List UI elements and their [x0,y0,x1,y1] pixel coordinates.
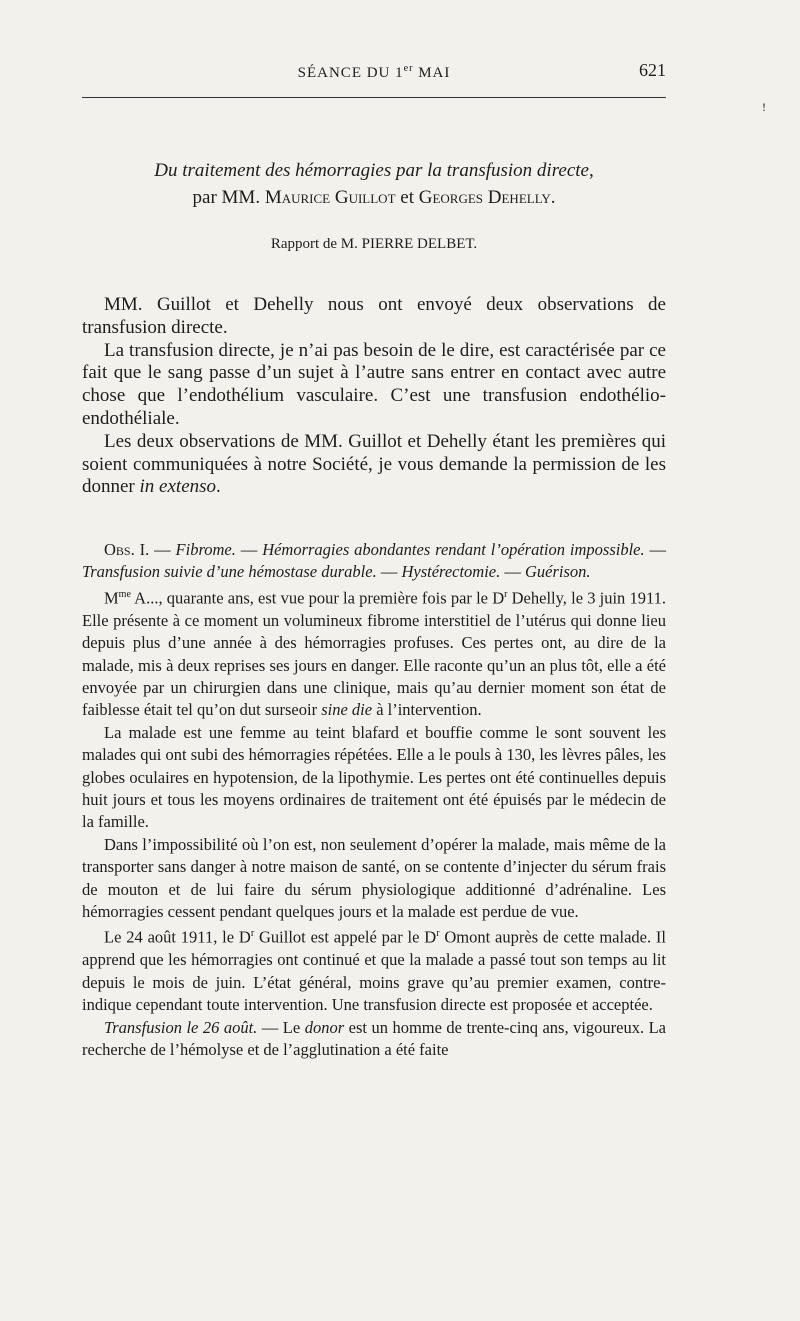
running-title-sup: er [403,63,414,74]
observation-heading [82,539,666,584]
obs-heading-part: Hémorragies abondantes rendant l’opération impossible. [262,540,645,559]
obs-italic: Transfusion le 26 août. [104,1017,258,1037]
obs-sup: r [250,928,255,940]
running-header [82,60,666,88]
obs-sup: r [436,928,440,940]
obs-heading-part: Guérison. [525,562,591,582]
obs-text: Dehelly, le 3 juin 1911. Elle présente à ce moment un volumineux fibrome interstitiel de l’utérus qui donne lieu depuis plus d’une année à des hémorragies profuses. Ces pertes ont, au dire de la malade, mis à deux reprises ses jours en danger. Elle raconte qu’un an plus tôt, elle a été envoyée par un chirurgien dans une clinique, mais qu’au dernier moment son état de faiblesse était tel qu’on dut surseoir [82,588,667,720]
obs-dash: — [149,540,176,559]
obs-paragraph-5 [82,1017,666,1062]
paragraph-2: La transfusion directe, je n’ai pas besoin de le dire, est caractérisée par ce fait que le sang passe d’un sujet à l’autre sans entrer en contact avec autre chose que l’endothélium vasculaire. C’est une transfusion endothélio-endothéliale. [82,339,666,429]
paragraph-1: MM. Guillot et Dehelly nous ont envoyé deux observations de transfusion directe. [82,294,666,338]
obs-dash: — [500,562,526,582]
p3-end: . [216,476,221,498]
running-title-month: MAI [413,65,451,81]
article-title [82,157,666,211]
author-1: Maurice Guillot [264,187,396,208]
author-2: Georges Dehelly [418,187,551,208]
obs-text: Omont auprès de cette malade. Il apprend que les hémorragies ont continué et que la malade a passé tout son temps au lit depuis le mois de juin. L’état général, moins grave qu’au premier examen, contre-indique cependant toute intervention. Une transfusion directe est proposée et acceptée. [82,927,667,1015]
obs-italic: donor [304,1017,345,1037]
rapport-line: Rapport de M. PIERRE DELBET. [270,236,478,252]
p3-italic: in extenso [139,476,217,498]
obs-text: à l’intervention. [372,700,482,720]
obs-dash: — [376,562,402,582]
obs-italic: sine die [321,700,373,720]
obs-text: A..., quarante ans, est vue pour la première fois par le D [130,588,505,608]
article-body [82,294,666,499]
header-rule [82,97,666,98]
obs-heading-part: Fibrome. [175,540,236,559]
title-prefix: par MM. [192,187,265,208]
article-title-line1: Du traitement des hémorragies par la transfusion directe, [154,160,594,181]
obs-heading-part: Transfusion suivie d’une hémostase durable. [82,562,377,582]
obs-paragraph-1 [82,584,666,722]
article-title-line2 [193,187,556,208]
obs-text: M [104,588,119,608]
obs-paragraph-3: Dans l’impossibilité où l’on est, non seulement d’opérer la malade, mais même de la transporter sans danger à notre maison de santé, on se contente d’injecter du sérum frais de mouton et de lui faire du sérum physiologique additionné d’adrénaline. Les hémorragies cessent pendant quelques jours et la malade est perdue de vue. [82,834,666,921]
obs-paragraph-2: La malade est une femme au teint blafard et bouffie comme le sont souvent les malades qui ont subi des hémorragies répétées. Elle a le pouls à 130, les lèvres pâles, les globes oculaires en hypotension, de la lipothymie. Les pertes ont été continuelles depuis huit jours et tous les moyens ordinaires de traitement ont été épuisés par le médecin de la famille. [82,722,666,832]
margin-mark: ǃ [762,100,766,114]
obs-label: Obs. I. [104,540,150,559]
obs-sup: me [118,588,131,600]
paragraph-3 [82,431,666,499]
obs-dash: — [644,540,667,559]
p3-text: Les deux observations de MM. Guillot et Dehelly étant les premières qui soient communiquées à notre Société, je vous demande la permission de les donner [82,430,666,498]
observation-1 [82,539,666,1061]
obs-paragraph-4 [82,923,666,1016]
title-conj: et [395,187,419,208]
obs-sup: r [504,588,508,600]
running-title-text: SÉANCE DU 1 [297,65,404,81]
obs-text: Guillot est appelé par le D [254,927,437,947]
obs-text: — Le [257,1017,305,1037]
obs-text: Le 24 août 1911, le D [104,927,251,947]
running-title [82,63,666,82]
obs-text: est un homme de trente-cinq ans, vigoureux. La recherche de l’hémolyse et de l’agglutination a été faite [82,1017,666,1059]
obs-dash: — [235,540,263,559]
title-end: . [550,187,556,208]
page-number: 621 [639,60,666,80]
obs-heading-part: Hystérectomie. [401,562,501,582]
